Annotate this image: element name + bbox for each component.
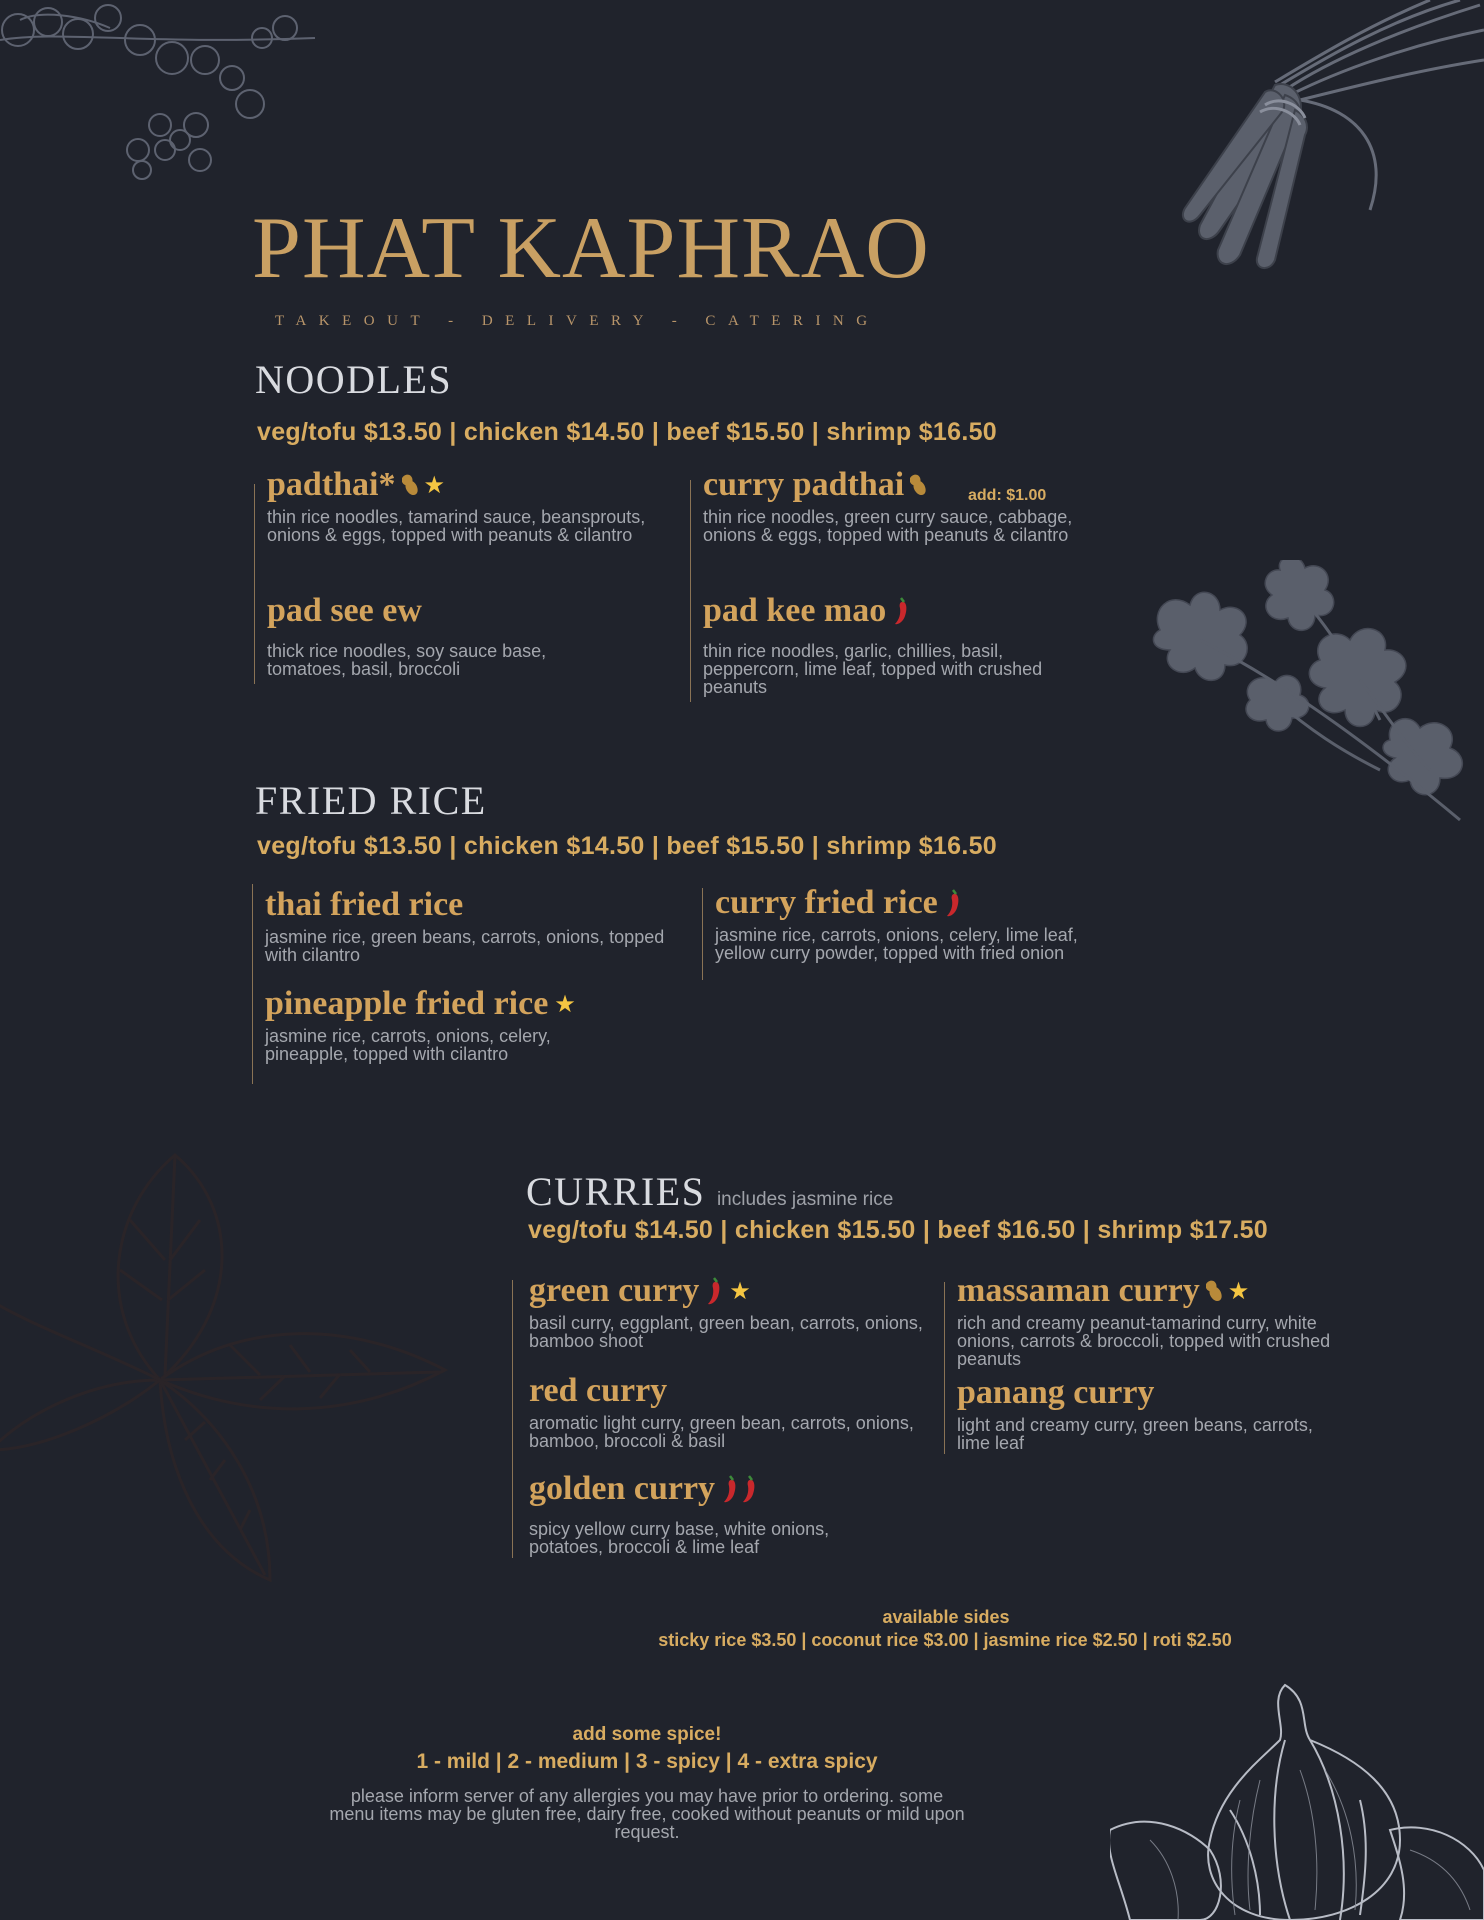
noodles-prices: veg/tofu $13.50 | chicken $14.50 | beef $15.50 | shrimp $16.50 (257, 418, 997, 446)
add-price-note: add: $1.00 (968, 487, 1047, 504)
menu-item-green-curry (529, 1274, 929, 1350)
spice-title: add some spice! (572, 1724, 722, 1745)
item-description: thin rice noodles, garlic, chillies, basil, peppercorn, lime leaf, topped with crushed peanuts (703, 641, 1043, 697)
curries-prices: veg/tofu $14.50 | chicken $15.50 | beef $16.50 | shrimp $17.50 (528, 1216, 1268, 1244)
star-icon: ★ (554, 990, 576, 1018)
star-icon: ★ (1227, 1277, 1250, 1305)
peanut-icon (402, 473, 418, 497)
item-name: pineapple fried rice (265, 985, 549, 1022)
menu-item-red-curry (529, 1374, 929, 1450)
item-name: red curry (529, 1372, 668, 1409)
menu-item-massaman-curry (957, 1274, 1357, 1368)
restaurant-title: PHAT KAPHRAO (252, 200, 930, 297)
sides-list: sticky rice $3.50 | coconut rice $3.00 | jasmine rice $2.50 | roti $2.50 (658, 1630, 1232, 1650)
allergy-disclaimer: please inform server of any allergies you may have prior to ordering. some menu items may be gluten free, dairy free, cooked without peanuts or mild upon request. (329, 1786, 965, 1842)
restaurant-tagline: TAKEOUT - DELIVERY - CATERING (275, 313, 880, 329)
garlic-illustration (1110, 1680, 1484, 1920)
item-name: panang curry (957, 1374, 1155, 1411)
basil-leaf-illustration (0, 1150, 460, 1590)
menu-item-thai-fried-rice (265, 888, 665, 964)
menu-item-curry-fried-rice (715, 886, 1095, 962)
menu-item-golden-curry (529, 1472, 889, 1556)
chili-icon (892, 596, 910, 626)
fried-rice-column-left (252, 884, 673, 1084)
spice-levels: 1 - mild | 2 - medium | 3 - spicy | 4 - extra spicy (416, 1750, 878, 1773)
item-name: pad kee mao (703, 592, 887, 629)
item-description: thick rice noodles, soy sauce base, tomatoes, basil, broccoli (267, 641, 547, 679)
peppercorn-illustration (0, 0, 320, 190)
item-name: curry fried rice (715, 884, 938, 921)
curries-rice-note: includes jasmine rice (716, 1189, 894, 1210)
item-name: massaman curry (957, 1272, 1200, 1309)
curries-section-title (526, 1169, 894, 1214)
menu-item-curry-padthai (703, 468, 1073, 544)
fried-rice-prices: veg/tofu $13.50 | chicken $14.50 | beef $15.50 | shrimp $16.50 (257, 832, 997, 860)
menu-item-panang-curry (957, 1376, 1317, 1452)
star-icon: ★ (423, 471, 446, 499)
menu-item-pad-see-ew (267, 594, 627, 678)
sides-label: available sides (882, 1607, 1010, 1627)
curries-title-text: CURRIES (526, 1169, 706, 1214)
item-description: jasmine rice, carrots, onions, celery, lime leaf, yellow curry powder, topped with fried onion (715, 925, 1078, 963)
menu-item-pad-kee-mao (703, 594, 1073, 696)
menu-item-padthai (267, 468, 667, 544)
fried-rice-column-right (702, 884, 1103, 980)
curries-column-right (944, 1272, 1365, 1454)
item-description: thin rice noodles, green curry sauce, cabbage, onions & eggs, topped with peanuts & cilantro (703, 507, 1073, 545)
cilantro-illustration (1140, 560, 1484, 840)
menu-item-pineapple-fried-rice (265, 987, 625, 1063)
fried-rice-section-title: FRIED RICE (255, 778, 487, 823)
item-description: rich and creamy peanut-tamarind curry, white onions, carrots & broccoli, topped with crushed peanuts (957, 1313, 1331, 1369)
item-description: jasmine rice, green beans, carrots, onions, topped with cilantro (265, 927, 665, 965)
item-description: aromatic light curry, green bean, carrots, onions, bamboo, broccoli & basil (529, 1413, 914, 1451)
item-description: thin rice noodles, tamarind sauce, beansprouts, onions & eggs, topped with peanuts & cilantro (267, 507, 646, 545)
peanut-icon (910, 473, 926, 497)
item-name: pad see ew (267, 592, 422, 629)
chili-icon (721, 1474, 739, 1504)
item-name: curry padthai (703, 466, 905, 503)
item-name: thai fried rice (265, 886, 464, 923)
chili-icon (944, 888, 962, 918)
curries-column-left (512, 1272, 933, 1558)
item-description: jasmine rice, carrots, onions, celery, pineapple, topped with cilantro (265, 1026, 551, 1064)
noodles-section-title: NOODLES (255, 357, 453, 402)
lemongrass-illustration (1100, 0, 1484, 280)
item-name: padthai* (267, 466, 396, 503)
star-icon: ★ (729, 1277, 751, 1305)
item-description: basil curry, eggplant, green bean, carrots, onions, bamboo shoot (529, 1313, 923, 1351)
chili-icon (740, 1474, 758, 1504)
item-description: light and creamy curry, green beans, carrots, lime leaf (957, 1415, 1313, 1453)
chili-icon (705, 1276, 723, 1306)
noodles-column-right (690, 466, 1091, 702)
item-name: golden curry (529, 1470, 716, 1507)
noodles-column-left (254, 466, 675, 684)
peanut-icon (1206, 1279, 1222, 1303)
item-name: green curry (529, 1272, 700, 1309)
item-description: spicy yellow curry base, white onions, potatoes, broccoli & lime leaf (529, 1519, 830, 1557)
